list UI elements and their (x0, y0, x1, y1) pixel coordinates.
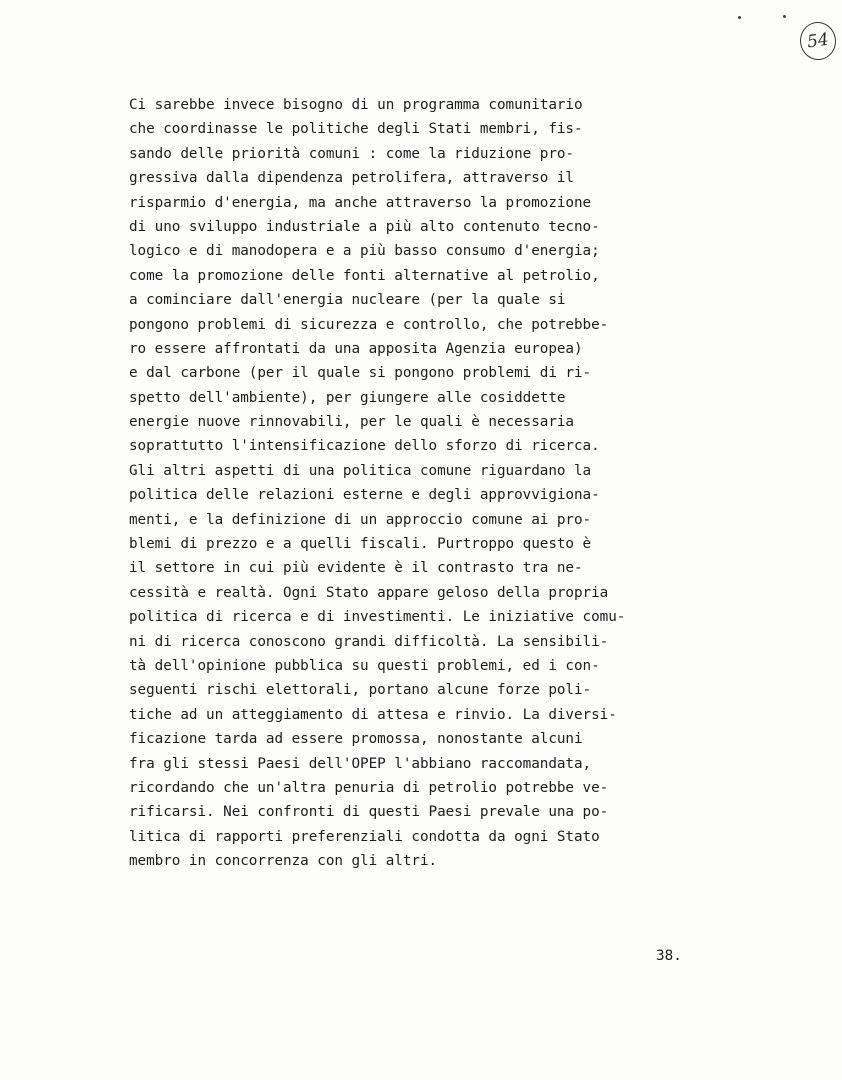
text-line: spetto dell'ambiente), per giungere alle cosiddette (129, 389, 566, 406)
ink-speck (783, 15, 786, 18)
text-line: politica delle relazioni esterne e degli approvvigiona- (129, 487, 600, 504)
text-line: ricordando che un'altra penuria di petrolio potrebbe ve- (129, 779, 609, 796)
text-line: logico e di manodopera e a più basso consumo d'energia; (129, 243, 600, 260)
text-line: Gli altri aspetti di una politica comune riguardano la (129, 462, 592, 479)
ink-speck (738, 16, 741, 19)
text-line: che coordinasse le politiche degli Stati membri, fis- (129, 121, 583, 138)
text-line: come la promozione delle fonti alternative al petrolio, (129, 267, 600, 284)
text-line: seguenti rischi elettorali, portano alcune forze poli- (129, 682, 592, 699)
text-line: risparmio d'energia, ma anche attraverso la promozione (129, 194, 592, 211)
text-line: blemi di prezzo e a quelli fiscali. Purtroppo questo è (129, 536, 592, 553)
text-line: e dal carbone (per il quale si pongono problemi di ri- (129, 365, 592, 382)
text-line: tiche ad un atteggiamento di attesa e rinvio. La diversi- (129, 706, 617, 723)
text-line: rificarsi. Nei confronti di questi Paesi prevale una po- (129, 804, 609, 821)
text-line: soprattutto l'intensificazione dello sforzo di ricerca. (129, 438, 600, 455)
text-line: energie nuove rinnovabili, per le quali è necessaria (129, 414, 574, 431)
text-line: menti, e la definizione di un approccio comune ai pro- (129, 511, 592, 528)
text-line: ficazione tarda ad essere promossa, nonostante alcuni (129, 731, 583, 748)
text-line: a cominciare dall'energia nucleare (per la quale si (129, 292, 566, 309)
text-line: fra gli stessi Paesi dell'OPEP l'abbiano raccomandata, (129, 755, 592, 772)
page-number: 38. (656, 948, 682, 964)
text-line: di uno sviluppo industriale a più alto contenuto tecno- (129, 218, 600, 235)
text-line: sando delle priorità comuni : come la riduzione pro- (129, 145, 574, 162)
text-line: tà dell'opinione pubblica su questi problemi, ed i con- (129, 657, 600, 674)
page-stamp-circled-number: 54 (798, 20, 839, 63)
text-line: litica di rapporti preferenziali condotta da ogni Stato (129, 828, 600, 845)
body-paragraph (129, 93, 709, 874)
text-line: Ci sarebbe invece bisogno di un programma comunitario (129, 97, 583, 113)
text-line: gressiva dalla dipendenza petrolifera, attraverso il (129, 170, 574, 187)
text-line: pongono problemi di sicurezza e controllo, che potrebbe- (129, 316, 609, 333)
text-line: il settore in cui più evidente è il contrasto tra ne- (129, 560, 583, 577)
text-line: cessità e realtà. Ogni Stato appare geloso della propria (129, 584, 609, 601)
text-line: ni di ricerca conoscono grandi difficoltà. La sensibili- (129, 633, 609, 650)
text-line: membro in concorrenza con gli altri. (129, 853, 438, 870)
text-line: politica di ricerca e di investimenti. Le iniziative comu- (129, 609, 626, 626)
text-line: ro essere affrontati da una apposita Agenzia europea) (129, 340, 583, 357)
